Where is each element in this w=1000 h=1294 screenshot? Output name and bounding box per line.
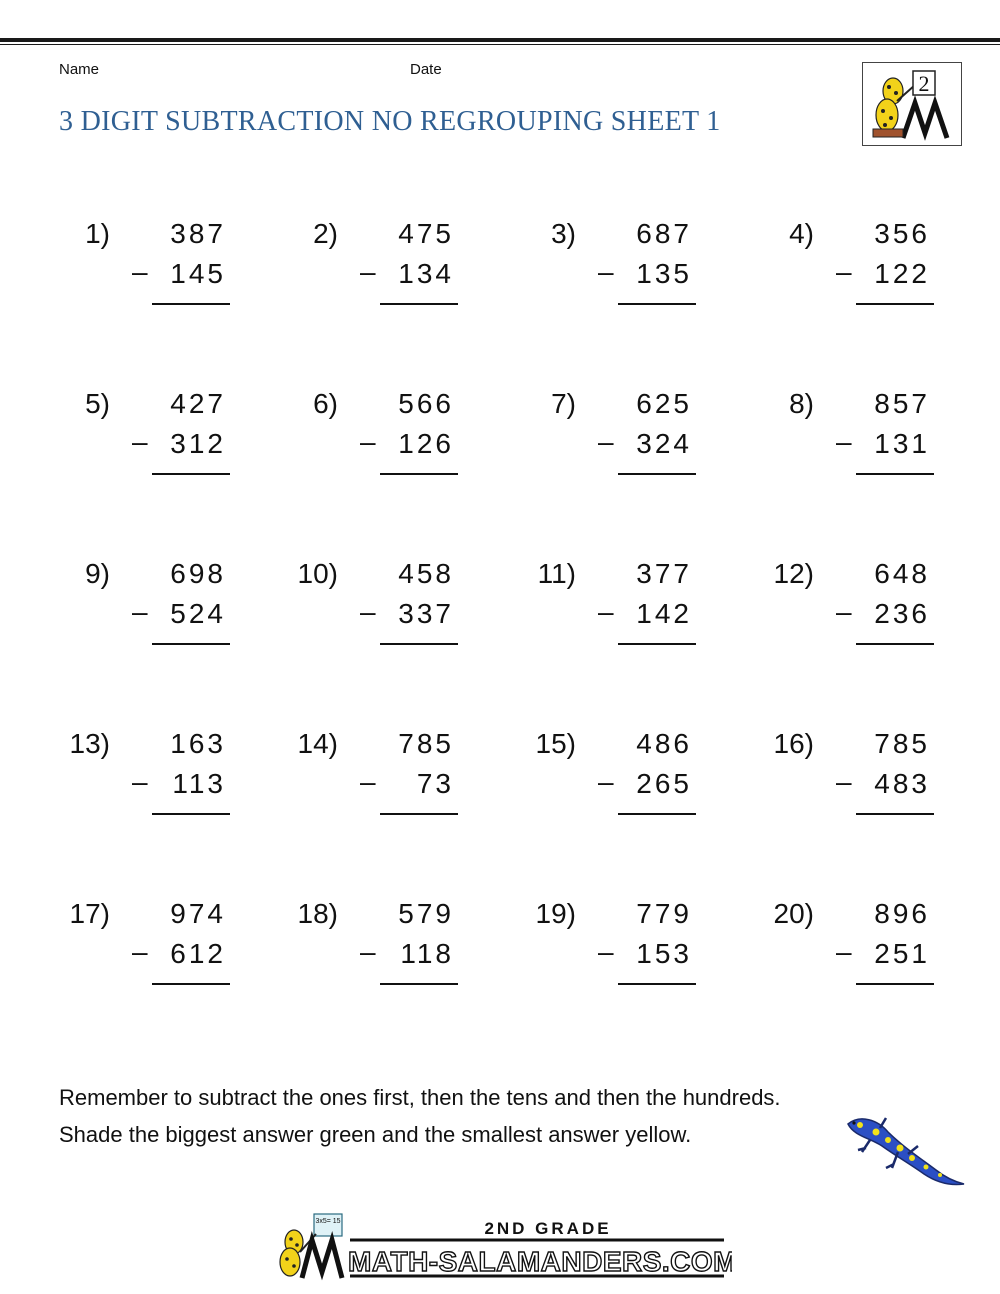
problem-number: 16)	[773, 728, 814, 759]
problem-minuend: 566	[398, 388, 454, 419]
problem-subtrahend: 142	[636, 598, 692, 629]
minus-sign: –	[132, 936, 148, 967]
minus-sign: –	[836, 256, 852, 287]
problem-minuend: 579	[398, 898, 454, 929]
minus-sign: –	[132, 766, 148, 797]
answer-line	[618, 813, 696, 815]
problem-number: 2)	[313, 218, 338, 249]
problem-subtrahend: 118	[400, 938, 454, 969]
problem-number: 1)	[85, 218, 110, 249]
problem-minuend: 687	[636, 218, 692, 249]
answer-line	[618, 303, 696, 305]
problem-minuend: 356	[874, 218, 930, 249]
problem-minuend: 475	[398, 218, 454, 249]
answer-line	[856, 473, 934, 475]
problem-10	[228, 558, 468, 678]
minus-sign: –	[132, 426, 148, 457]
minus-sign: –	[132, 256, 148, 287]
problem-minuend: 648	[874, 558, 930, 589]
answer-line	[380, 983, 458, 985]
problem-subtrahend: 524	[170, 598, 226, 629]
problem-number: 3)	[551, 218, 576, 249]
problem-14	[228, 728, 468, 848]
problem-minuend: 387	[170, 218, 226, 249]
problem-number: 11)	[537, 558, 576, 589]
minus-sign: –	[598, 936, 614, 967]
page-title: 3 DIGIT SUBTRACTION NO REGROUPING SHEET 1	[59, 106, 721, 137]
answer-line	[152, 643, 230, 645]
minus-sign: –	[836, 426, 852, 457]
problem-subtrahend: 612	[170, 938, 226, 969]
problem-minuend: 896	[874, 898, 930, 929]
problem-subtrahend: 337	[398, 598, 454, 629]
minus-sign: –	[360, 596, 376, 627]
answer-line	[856, 643, 934, 645]
problem-subtrahend: 483	[874, 768, 930, 799]
problem-17	[0, 898, 240, 1018]
answer-line	[152, 813, 230, 815]
problem-3	[466, 218, 706, 338]
answer-line	[618, 643, 696, 645]
problem-minuend: 785	[874, 728, 930, 759]
problem-number: 19)	[535, 898, 576, 929]
grade-badge-digit: 2	[918, 71, 930, 96]
problem-7	[466, 388, 706, 508]
problem-minuend: 974	[170, 898, 226, 929]
answer-line	[152, 303, 230, 305]
answer-line	[380, 643, 458, 645]
problem-subtrahend: 126	[398, 428, 454, 459]
minus-sign: –	[360, 766, 376, 797]
problem-subtrahend: 236	[874, 598, 930, 629]
problem-subtrahend: 265	[636, 768, 692, 799]
problem-12	[704, 558, 944, 678]
footer-site-text: MATH-SALAMANDERS.COM	[348, 1246, 732, 1277]
answer-line	[618, 473, 696, 475]
problem-11	[466, 558, 706, 678]
problem-minuend: 427	[170, 388, 226, 419]
problem-subtrahend: 251	[874, 938, 930, 969]
answer-line	[856, 813, 934, 815]
problem-subtrahend: 153	[636, 938, 692, 969]
problem-9	[0, 558, 240, 678]
minus-sign: –	[598, 596, 614, 627]
problem-20	[704, 898, 944, 1018]
problem-number: 4)	[789, 218, 814, 249]
answer-line	[152, 473, 230, 475]
problem-minuend: 779	[636, 898, 692, 929]
problem-minuend: 857	[874, 388, 930, 419]
problem-number: 17)	[69, 898, 110, 929]
minus-sign: –	[360, 936, 376, 967]
site-logo-icon[interactable]	[272, 1212, 732, 1287]
answer-line	[380, 303, 458, 305]
problem-4	[704, 218, 944, 338]
problem-number: 13)	[69, 728, 110, 759]
problem-subtrahend: 134	[398, 258, 454, 289]
answer-line	[856, 303, 934, 305]
problem-minuend: 163	[170, 728, 226, 759]
name-label: Name	[59, 61, 100, 78]
problem-number: 9)	[85, 558, 110, 589]
problem-number: 5)	[85, 388, 110, 419]
problem-subtrahend: 113	[172, 768, 226, 799]
problem-15	[466, 728, 706, 848]
problem-minuend: 625	[636, 388, 692, 419]
minus-sign: –	[132, 596, 148, 627]
problem-number: 20)	[773, 898, 814, 929]
problem-minuend: 458	[398, 558, 454, 589]
minus-sign: –	[836, 936, 852, 967]
problem-number: 8)	[789, 388, 814, 419]
problem-19	[466, 898, 706, 1018]
problem-number: 7)	[551, 388, 576, 419]
problem-1	[0, 218, 240, 338]
instructions	[59, 1079, 781, 1153]
minus-sign: –	[598, 426, 614, 457]
minus-sign: –	[598, 256, 614, 287]
problem-minuend: 486	[636, 728, 692, 759]
problem-subtrahend: 122	[874, 258, 930, 289]
problem-2	[228, 218, 468, 338]
problem-subtrahend: 135	[636, 258, 692, 289]
problem-6	[228, 388, 468, 508]
problem-subtrahend: 145	[170, 258, 226, 289]
minus-sign: –	[836, 766, 852, 797]
problem-subtrahend: 324	[636, 428, 692, 459]
problem-number: 12)	[773, 558, 814, 589]
answer-line	[618, 983, 696, 985]
instruction-line-2: Shade the biggest answer green and the smallest answer yellow.	[59, 1122, 692, 1147]
answer-line	[152, 983, 230, 985]
footer-grade-text: 2ND GRADE	[484, 1219, 612, 1238]
problem-subtrahend: 312	[170, 428, 226, 459]
problem-minuend: 377	[636, 558, 692, 589]
minus-sign: –	[360, 256, 376, 287]
minus-sign: –	[598, 766, 614, 797]
problem-5	[0, 388, 240, 508]
problem-number: 14)	[297, 728, 338, 759]
minus-sign: –	[360, 426, 376, 457]
answer-line	[856, 983, 934, 985]
board-text: 3x5= 15	[315, 1218, 341, 1225]
answer-line	[380, 473, 458, 475]
problem-subtrahend: 73	[406, 768, 454, 799]
minus-sign: –	[836, 596, 852, 627]
instruction-line-1: Remember to subtract the ones first, then the tens and then the hundreds.	[59, 1085, 781, 1110]
problem-minuend: 785	[398, 728, 454, 759]
problem-number: 10)	[297, 558, 338, 589]
problem-minuend: 698	[170, 558, 226, 589]
problem-13	[0, 728, 240, 848]
problem-number: 15)	[535, 728, 576, 759]
problem-number: 6)	[313, 388, 338, 419]
problem-18	[228, 898, 468, 1018]
blue-salamander-icon	[840, 1112, 970, 1192]
answer-line	[380, 813, 458, 815]
problem-16	[704, 728, 944, 848]
date-label: Date	[410, 61, 442, 78]
problem-subtrahend: 131	[874, 428, 930, 459]
problem-number: 18)	[297, 898, 338, 929]
problem-8	[704, 388, 944, 508]
